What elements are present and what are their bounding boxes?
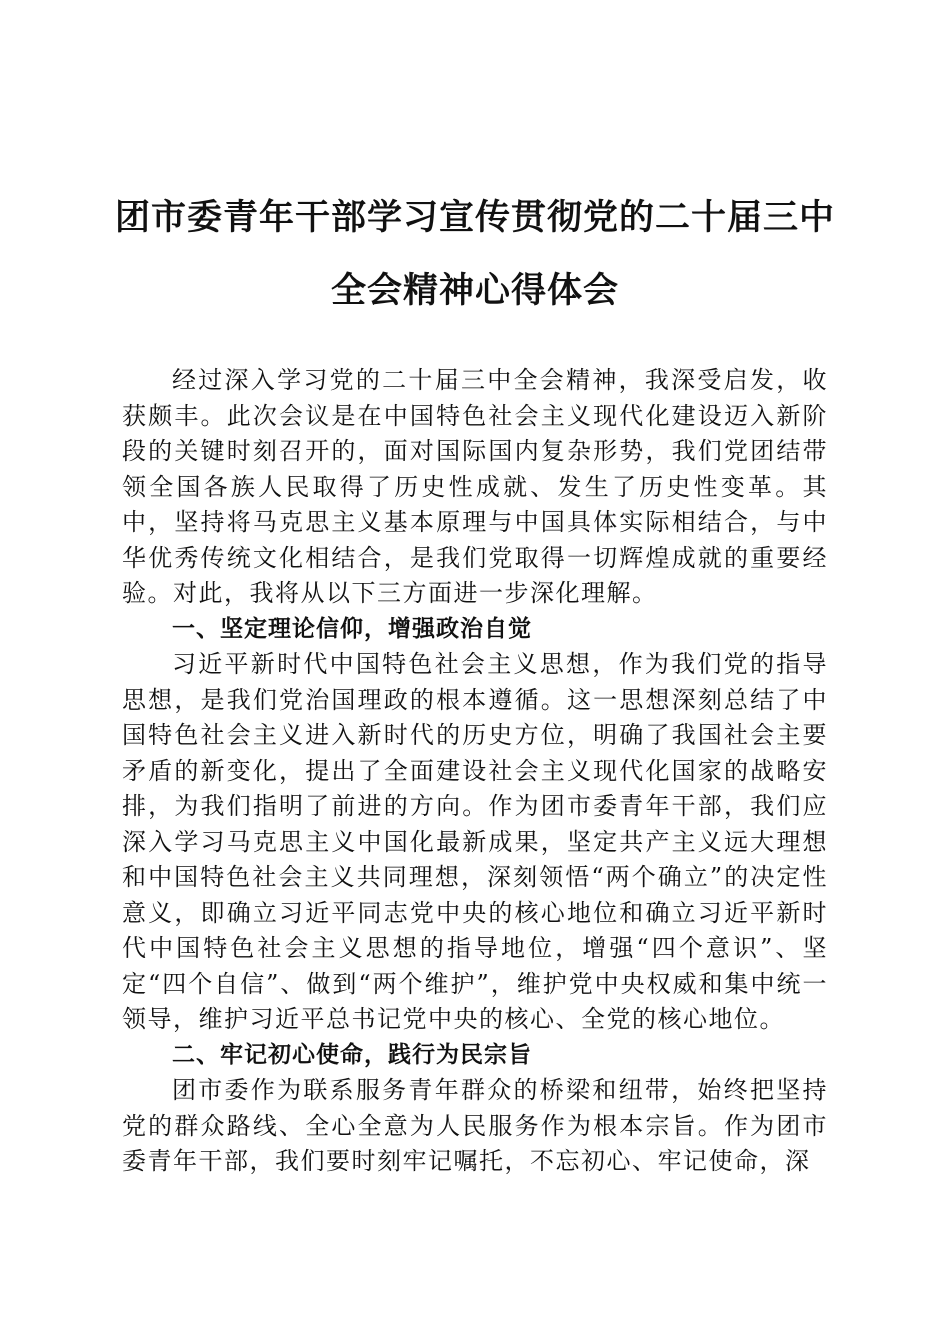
document-body — [122, 363, 828, 1180]
intro-paragraph: 经过深入学习党的二十届三中全会精神，我深受启发，收获颇丰。此次会议是在中国特色社会主义现代化建设迈入新阶段的关键时刻召开的，面对国际国内复杂形势，我们党团结带领全国各族人民取得了历史性成就、发生了历史性变革。其中，坚持将马克思主义基本原理与中国具体实际相结合，与中华优秀传统文化相结合，是我们党取得一切辉煌成就的重要经验。对此，我将从以下三方面进一步深化理解。 — [122, 366, 828, 607]
section-2-paragraph: 团市委作为联系服务青年群众的桥梁和纽带，始终把坚持党的群众路线、全心全意为人民服务作为根本宗旨。作为团市委青年干部，我们要时刻牢记嘱托，不忘初心、牢记使命，深 — [122, 1076, 828, 1175]
document-title-line-2: 全会精神心得体会 — [330, 270, 619, 311]
section-2-heading: 二、牢记初心使命，践行为民宗旨 — [172, 1041, 532, 1068]
section-1-paragraph: 习近平新时代中国特色社会主义思想，作为我们党的指导思想，是我们党治国理政的根本遵循。这一思想深刻总结了中国特色社会主义进入新时代的历史方位，明确了我国社会主要矛盾的新变化，提出了全面建设社会主义现代化国家的战略安排，为我们指明了前进的方向。作为团市委青年干部，我们应深入学习马克思主义中国化最新成果，坚定共产主义远大理想和中国特色社会主义共同理想，深刻领悟“两个确立”的决定性意义，即确立习近平同志党中央的核心地位和确立习近平新时代中国特色社会主义思想的指导地位，增强“四个意识”、坚定“四个自信”、做到“两个维护”，维护党中央权威和集中统一领导，维护习近平总书记党中央的核心、全党的核心地位。 — [122, 650, 828, 1033]
document-title-line-1: 团市委青年干部学习宣传贯彻党的二十届三中 — [114, 197, 835, 238]
section-1-heading: 一、坚定理论信仰，增强政治自觉 — [172, 615, 532, 642]
